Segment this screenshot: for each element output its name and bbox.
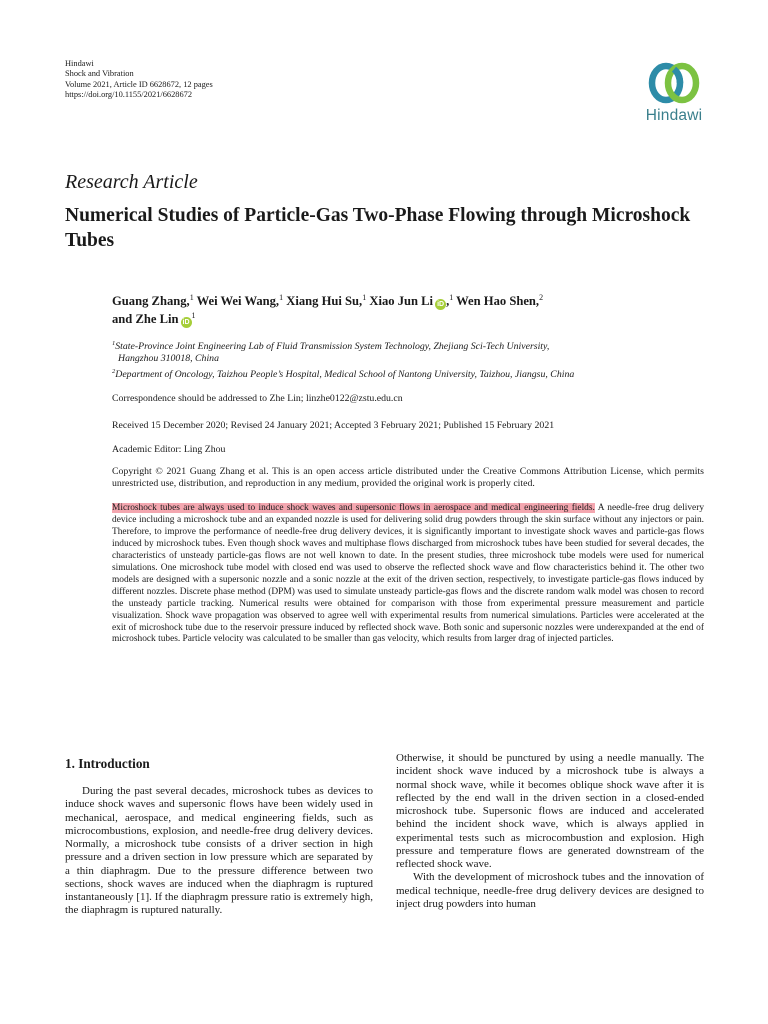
paper-title: Numerical Studies of Particle-Gas Two-Phase Flowing through Microshock Tubes — [65, 205, 691, 251]
affiliation-2: $^2$Department of Oncology, Taizhou People’s Hospital, Medical School of Nantong University, Taizhou, Jiangsu, China — [112, 368, 575, 380]
author-list — [112, 292, 672, 328]
copyright-notice: Copyright © 2021 Guang Zhang et al. This is an open access article distributed under the Creative Commons Attribution License, which permits unrestricted use, distribution, and reproduction in any medium, provided the original work is properly cited. — [112, 466, 704, 490]
doi-link[interactable]: https://doi.org/10.1155/2021/6628672 — [65, 90, 193, 100]
author[interactable]: Wei Wei Wang,$^1$ — [196, 293, 284, 308]
hindawi-logo[interactable] — [636, 60, 712, 125]
affiliation-1: $^1$State-Province Joint Engineering Lab of Fluid Transmission System Technology, Zhejiang Sci-Tech University, Hangzhou 310018, China — [112, 340, 550, 365]
paragraph: With the development of microshock tubes and the innovation of medical technique, needle-free drug delivery devices are designed to inject drug powders into human — [396, 871, 704, 910]
highlighted-text[interactable]: Microshock tubes are always used to induce shock waves and supersonic flows in aerospace and medical engineering fields. — [112, 503, 595, 513]
author[interactable]: and Zhe Lin $iD^1$ — [112, 311, 196, 326]
author[interactable]: Guang Zhang,$^1$ — [112, 293, 194, 308]
orcid-icon[interactable]: iD — [182, 319, 190, 326]
article-type: Research Article — [65, 171, 198, 193]
abstract — [112, 503, 704, 646]
orcid-icon[interactable]: iD — [437, 301, 445, 308]
logo-text: Hindawi — [645, 107, 703, 124]
hindawi-rings-icon — [646, 60, 702, 106]
publisher-name: Hindawi — [65, 59, 94, 68]
correspondence: Correspondence should be addressed to Zhe Lin; linzhe0122@zstu.edu.cn — [112, 393, 403, 404]
author[interactable]: Xiang Hui Su,$^1$ — [286, 293, 367, 308]
academic-editor: Academic Editor: Ling Zhou — [112, 444, 226, 455]
abstract-body: A needle-free drug delivery device including a microshock tube and an expanded nozzle is used for delivering solid drug powders through the skin surface without any injectors or pain. Therefore, to improve the performance of needle-free drug delivery devices, it is significantly important to investigate shock waves and particle-gas flows induced by microshock tubes. Even though shock waves and multiphase flows discharged from microshock tubes have been studied for several decades, the characteristics of unsteady particle-gas flows are not well known to date. In the present studies, three microshock tube models were used for numerical simulations. One microshock tube model with closed end was used to observe the reflected shock wave and flow characteristics behind it. The other two models are designed with a supersonic nozzle and a sonic nozzle at the exit of the driven section, respectively, to investigate particle-gas flows induced by different nozzles. Discrete phase method (DPM) was used to simulate unsteady particle-gas flows and the discrete random walk model was chosen to record the unsteady particle tracking. Numerical results were obtained for comparison with those from experimental pressure measurement and particle visualization. Shock wave propagation was observed to agree well with experimental results from numerical simulations. Particles were accelerated at the exit of microshock tube due to the reservoir pressure induced by reflected shock wave. Both sonic and supersonic nozzles were underexpanded at the end of microshock tubes. Particle velocity was calculated to be smaller than gas velocity, which results from larger drag of injected particles. — [112, 503, 705, 645]
paragraph: Otherwise, it should be punctured by using a needle manually. The incident shock wave induced by a microshock tube is always a normal shock wave, while it becomes oblique shock wave after it is reflected by the end wall in the driven section in a closed-ended microshock tube. Supersonic flows are induced and accelerated behind the incident shock wave, which is always applied in experimental tests such as microcombustion and explosion. High pressure and temperature flows are generated downstream of the reflected shock wave. — [396, 752, 704, 870]
publication-dates: Received 15 December 2020; Revised 24 January 2021; Accepted 3 February 2021; Published 15 February 2021 — [112, 420, 555, 431]
paragraph: During the past several decades, microshock tubes as devices to induce shock waves and supersonic flows have been widely used in mechanical, aerospace, and medical engineering fields, such as microcombustions, explosion, and needle-free drug delivery devices. Normally, a microshock tube consists of a driver section in high pressure and a driven section in low pressure which are separated by a thin diaphragm. Due to the pressure difference between two sections, shock waves are induced when the diaphragm is ruptured instantaneously [1]. If the diaphragm pressure ratio is extremely high, the diaphragm is ruptured naturally. — [65, 785, 373, 917]
journal-name: Shock and Vibration — [65, 69, 134, 79]
body-column-right — [396, 752, 704, 911]
body-column-left — [65, 785, 373, 918]
author[interactable]: Wen Hao Shen,$^2$ — [456, 293, 544, 308]
author[interactable]: Xiao Jun Li iD ,$^1$ — [369, 293, 454, 308]
section-heading: 1. Introduction — [65, 756, 150, 771]
volume-info: Volume 2021, Article ID 6628672, 12 pages — [65, 79, 213, 89]
journal-metadata — [65, 59, 213, 101]
